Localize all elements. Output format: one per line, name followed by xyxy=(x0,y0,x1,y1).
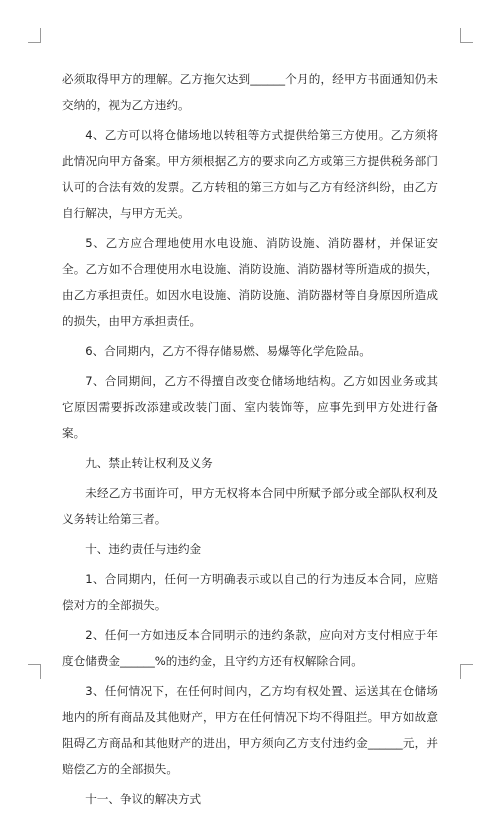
crop-mark-top-left xyxy=(28,28,41,43)
crop-mark-bottom-left xyxy=(28,664,41,679)
section-heading-10: 十、违约责任与违约金 xyxy=(85,542,202,556)
document-body xyxy=(62,66,438,816)
clause-10-2: 2、任何一方如违反本合同明示的违约条款，应向对方支付相应于年度仓储费金______%的违约金，且守约方还有权解除合同。 xyxy=(62,628,438,668)
clause-6: 6、合同期内，乙方不得存储易燃、易爆等化学危险品。 xyxy=(85,344,371,358)
clause-7: 7、合同期间，乙方不得擅自改变仓储场地结构。乙方如因业务或其它原因需要拆改添建或改装门面、室内装饰等，应事先到甲方处进行备案。 xyxy=(62,374,438,440)
clause-5: 5、乙方应合理地使用水电设施、消防设施、消防器材，并保证安全。乙方如不合理使用水电设施、消防设施、消防器材等所造成的损失，由乙方承担责任。如因水电设施、消防设施、消防器材等自身原因所造成的损失，由甲方承担责任。 xyxy=(62,236,438,328)
clause-10-3: 3、任何情况下，在任何时间内，乙方均有权处置、运送其在仓储场地内的所有商品及其他财产，甲方在任何情况下均不得阻拦。甲方如故意阻碍乙方商品和其他财产的进出，甲方须向乙方支付违约金______元，并赔偿乙方的全部损失。 xyxy=(62,684,438,776)
section-9-body: 未经乙方书面许可，甲方无权将本合同中所赋予部分或全部队权利及义务转让给第三者。 xyxy=(62,486,438,526)
clause-4: 4、乙方可以将仓储场地以转租等方式提供给第三方使用。乙方须将此情况向甲方备案。甲方须根据乙方的要求向乙方或第三方提供税务部门认可的合法有效的发票。乙方转租的第三方如与乙方有经济纠纷，由乙方自行解决，与甲方无关。 xyxy=(62,128,438,220)
paragraph-continuation: 必须取得甲方的理解。乙方拖欠达到______个月的，经甲方书面通知仍未交纳的，视为乙方违约。 xyxy=(62,72,438,112)
crop-mark-bottom-right xyxy=(460,664,473,679)
crop-mark-top-right xyxy=(460,28,473,43)
clause-10-1: 1、合同期内，任何一方明确表示或以自己的行为违反本合同，应赔偿对方的全部损失。 xyxy=(62,572,438,612)
section-heading-11: 十一、争议的解决方式 xyxy=(85,792,202,806)
section-heading-9: 九、禁止转让权利及义务 xyxy=(85,456,213,470)
